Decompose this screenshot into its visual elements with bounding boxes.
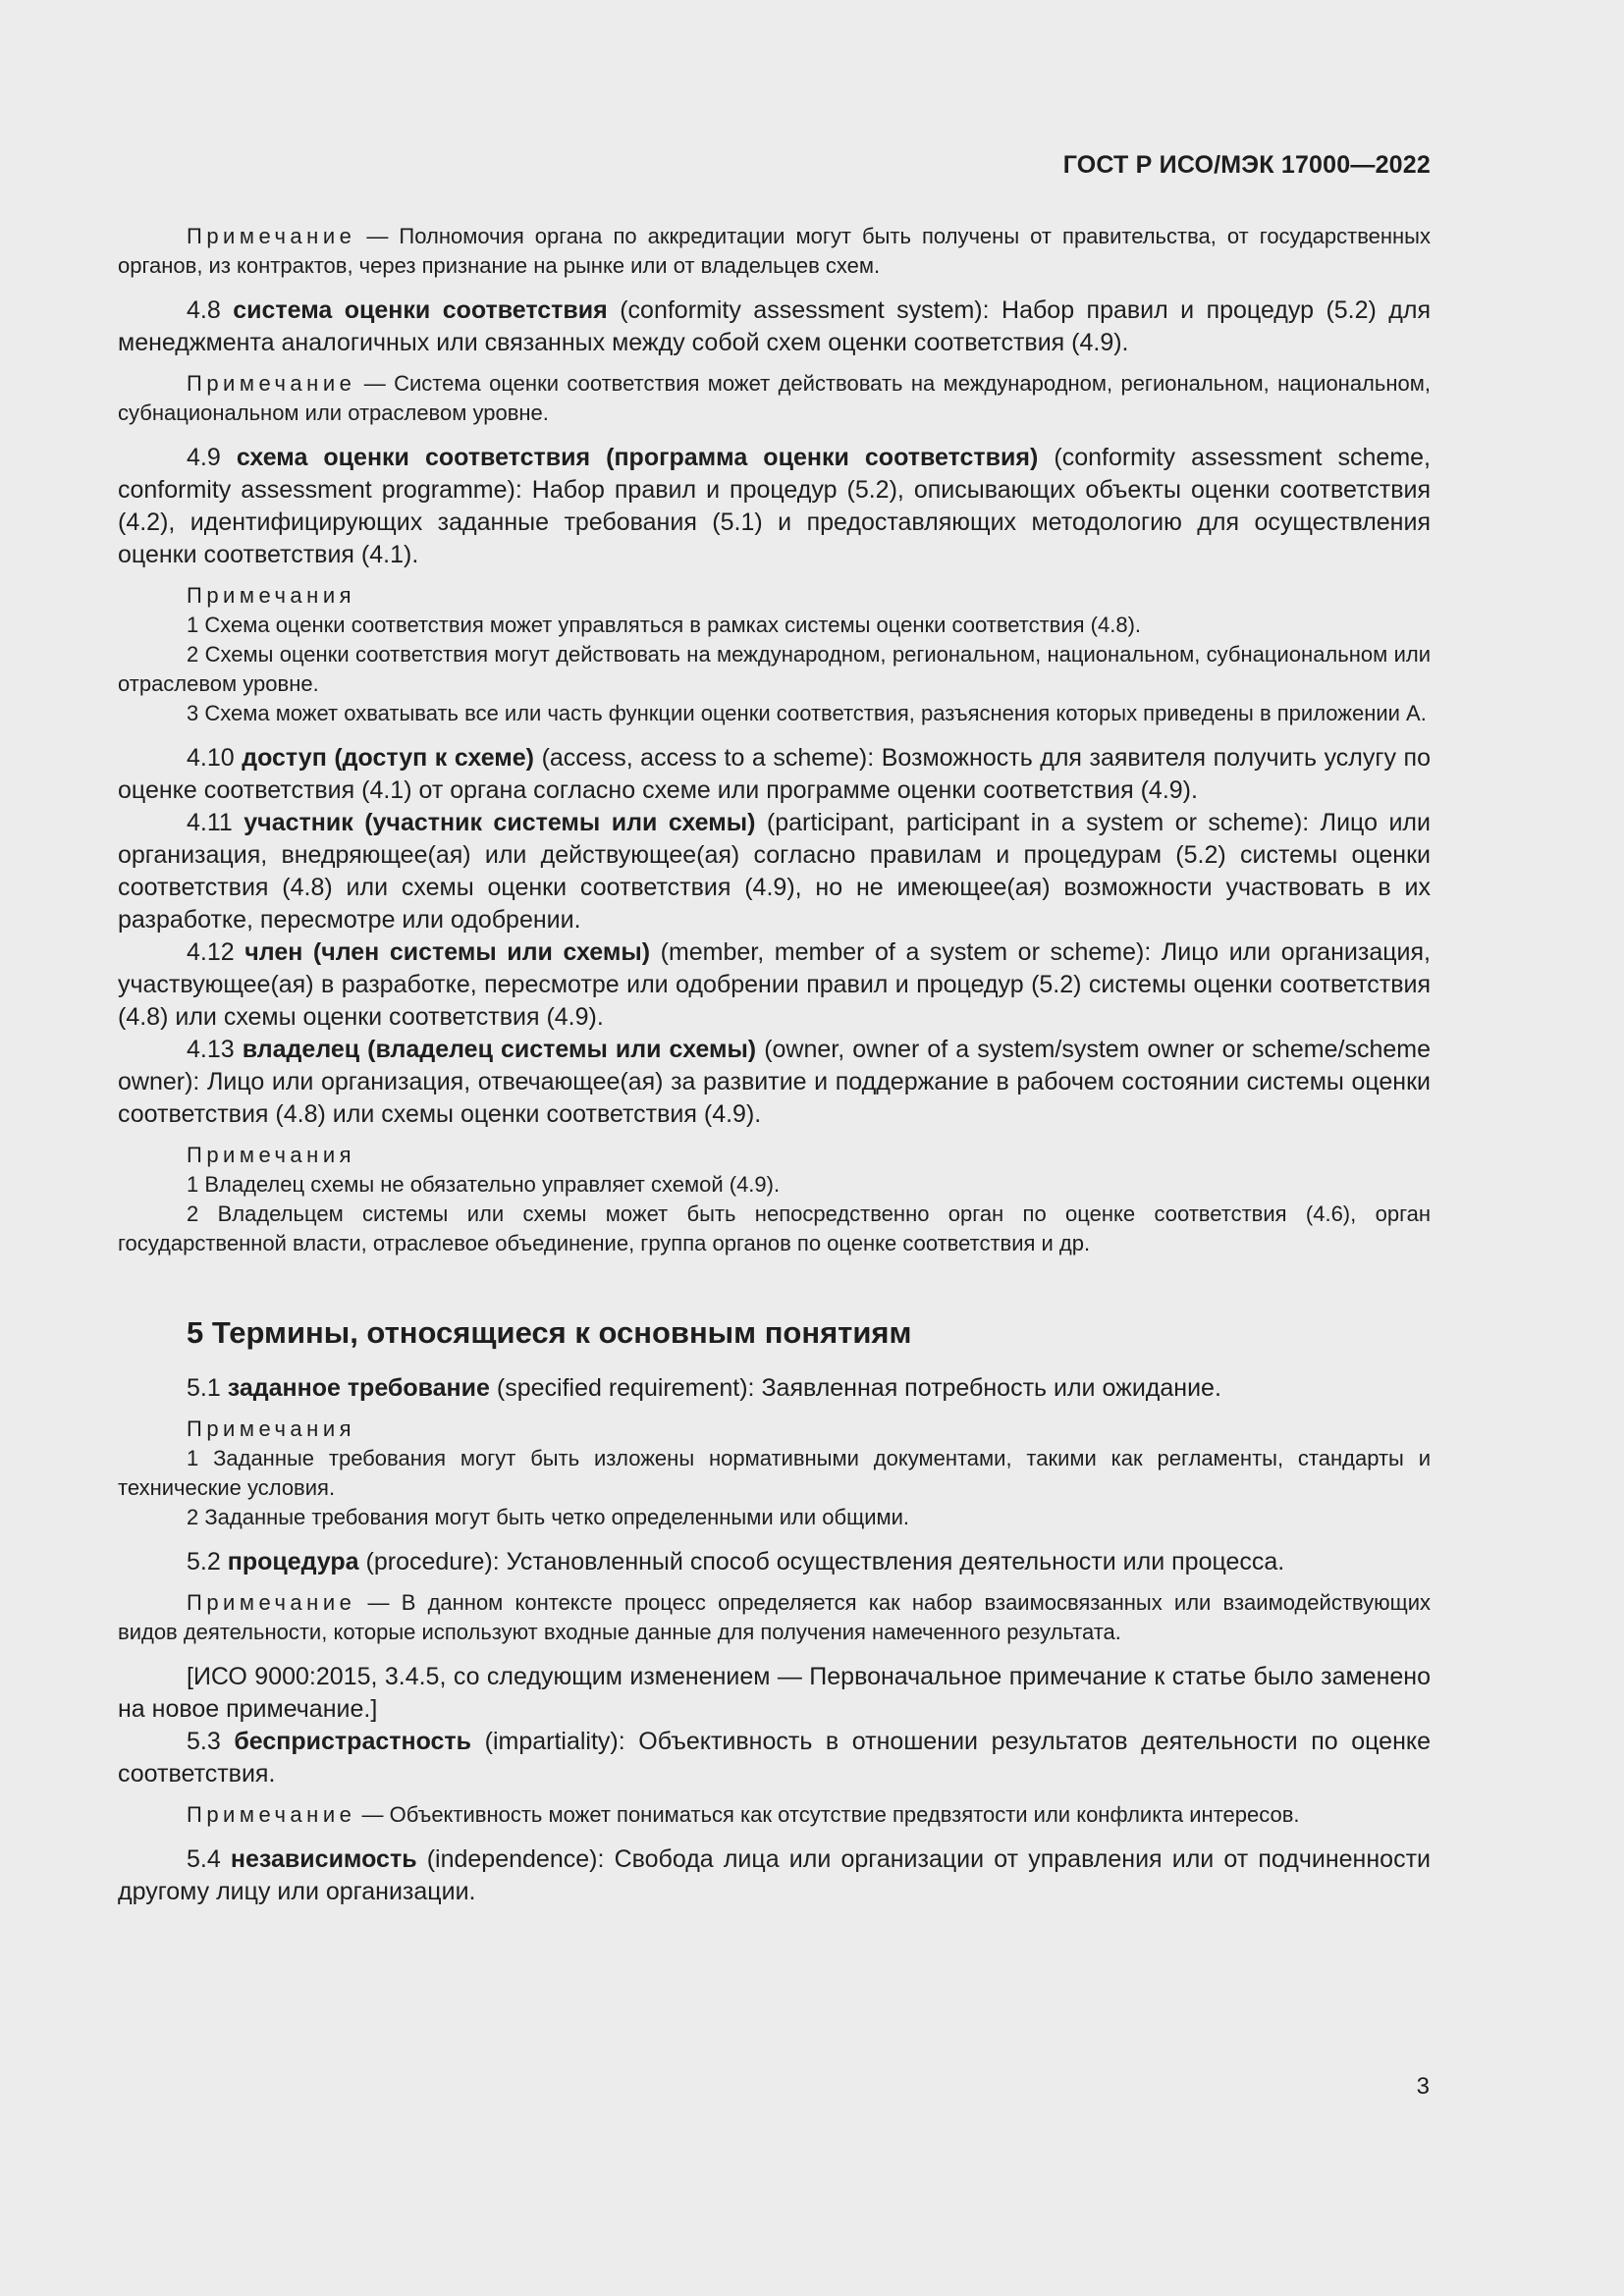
notes-4-13 xyxy=(118,1141,1431,1258)
term-4-9 xyxy=(118,442,1431,571)
document-header: ГОСТ Р ИСО/МЭК 17000—2022 xyxy=(1062,151,1431,179)
term-definition: (access, access to a scheme): Возможность для заявителя получить услугу по оценке соответствия (4.1) от органа согласно схеме или программе оценки соответствия (4.9). xyxy=(118,744,1431,804)
note-text: — Система оценки соответствия может действовать на международном, региональном, национальном, субнациональном или отраслевом уровне. xyxy=(118,371,1431,425)
term-4-13 xyxy=(118,1034,1431,1131)
note-item: 3 Схема может охватывать все или часть функции оценки соответствия, разъяснения которых приведены в приложении А. xyxy=(187,701,1427,725)
term-definition: (owner, owner of a system/system owner or scheme/scheme owner): Лицо или организация, отвечающее(ая) за развитие и поддержание в рабочем состоянии системы оценки соответствия (4.8) или схемы оценки соответствия (4.9). xyxy=(118,1036,1431,1128)
term-definition: (procedure): Установленный способ осуществления деятельности или процесса. xyxy=(365,1548,1285,1575)
term-4-10 xyxy=(118,742,1431,807)
term-definition: (independence): Свобода лица или организации от управления или от подчиненности другому лицу или организации. xyxy=(118,1845,1431,1905)
term-name: независимость xyxy=(230,1845,417,1873)
term-name: участник (участник системы или схемы) xyxy=(244,809,756,836)
term-definition: (impartiality): Объективность в отношении результатов деятельности по оценке соответствия. xyxy=(118,1728,1431,1788)
term-5-2 xyxy=(118,1546,1431,1578)
term-number: 4.12 xyxy=(187,938,235,966)
note-text: — Объективность может пониматься как отсутствие предвзятости или конфликта интересов. xyxy=(361,1802,1300,1827)
term-name: процедура xyxy=(227,1548,359,1575)
term-name: схема оценки соответствия (программа оценки соответствия) xyxy=(236,444,1039,471)
term-definition: (member, member of a system or scheme): Лицо или организация, участвующее(ая) в разработке, пересмотре или одобрении правил и процедур (5.2) системы оценки соответствия (4.8) или схемы оценки соответствия (4.9). xyxy=(118,938,1431,1031)
term-number: 4.10 xyxy=(187,744,235,772)
note-text: — В данном контексте процесс определяется как набор взаимосвязанных или взаимодействующих видов деятельности, которые используют входные данные для получения намеченного результата. xyxy=(118,1590,1431,1644)
note-5-2 xyxy=(118,1588,1431,1647)
notes-label: Примечания xyxy=(187,1143,356,1167)
note-item: 2 Схемы оценки соответствия могут действовать на международном, региональном, национальном, субнациональном или отраслевом уровне. xyxy=(118,642,1431,696)
note-4-7 xyxy=(118,222,1431,281)
term-name: владелец (владелец системы или схемы) xyxy=(242,1036,757,1063)
term-name: система оценки соответствия xyxy=(233,296,608,324)
term-number: 5.2 xyxy=(187,1548,221,1575)
notes-label: Примечания xyxy=(187,583,356,608)
note-label: Примечание xyxy=(187,371,356,396)
section-5-title: 5 Термины, относящиеся к основным понятиям xyxy=(187,1315,912,1350)
term-4-12 xyxy=(118,936,1431,1034)
term-name: член (член системы или схемы) xyxy=(244,938,651,966)
term-number: 4.8 xyxy=(187,296,221,324)
notes-5-1 xyxy=(118,1415,1431,1532)
reference-5-2: [ИСО 9000:2015, 3.4.5, со следующим изменением — Первоначальное примечание к статье было заменено на новое примечание.] xyxy=(118,1663,1431,1723)
term-number: 4.11 xyxy=(187,809,233,836)
term-definition: (conformity assessment scheme, conformity assessment programme): Набор правил и процедур (5.2), описывающих объекты оценки соответствия (4.2), идентифицирующих заданные требования (5.1) и предоставляющих методологию для осуществления оценки соответствия (4.1). xyxy=(118,444,1432,568)
term-name: беспристрастность xyxy=(234,1728,472,1755)
term-definition: (conformity assessment system): Набор правил и процедур (5.2) для менеджмента аналогичных или связанных между собой схем оценки соответствия (4.9). xyxy=(118,296,1432,356)
term-4-8 xyxy=(118,294,1431,359)
note-item: 2 Заданные требования могут быть четко определенными или общими. xyxy=(187,1505,910,1529)
note-item: 1 Схема оценки соответствия может управляться в рамках системы оценки соответствия (4.8). xyxy=(187,613,1142,637)
note-label: Примечание xyxy=(187,224,356,248)
note-label: Примечание xyxy=(187,1590,356,1615)
term-5-1 xyxy=(118,1372,1431,1405)
term-number: 5.1 xyxy=(187,1374,221,1402)
term-name: заданное требование xyxy=(227,1374,490,1402)
note-4-8 xyxy=(118,369,1431,428)
term-number: 5.3 xyxy=(187,1728,221,1755)
term-5-4 xyxy=(118,1843,1431,1908)
notes-4-9 xyxy=(118,581,1431,728)
note-text: — Полномочия органа по аккредитации могут быть получены от правительства, от государственных органов, из контрактов, через признание на рынке или от владельцев схем. xyxy=(118,224,1431,278)
note-item: 1 Заданные требования могут быть изложены нормативными документами, такими как регламенты, стандарты и технические условия. xyxy=(118,1446,1431,1500)
term-4-11 xyxy=(118,807,1431,936)
note-item: 2 Владельцем системы или схемы может быть непосредственно орган по оценке соответствия (4.6), орган государственной власти, отраслевое объединение, группа органов по оценке соответствия и др. xyxy=(118,1201,1431,1255)
page-number: 3 xyxy=(1416,2073,1430,2100)
notes-label: Примечания xyxy=(187,1416,356,1441)
note-label: Примечание xyxy=(187,1802,356,1827)
note-5-3 xyxy=(118,1800,1431,1830)
term-number: 4.13 xyxy=(187,1036,235,1063)
term-number: 4.9 xyxy=(187,444,221,471)
term-definition: (specified requirement): Заявленная потребность или ожидание. xyxy=(496,1374,1221,1402)
term-5-3 xyxy=(118,1726,1431,1790)
document-body xyxy=(118,222,1431,1918)
term-definition: (participant, participant in a system or scheme): Лицо или организация, внедряющее(ая) или действующее(ая) согласно правилам и процедурам (5.2) системы оценки соответствия (4.8) или схемы оценки соответствия (4.9), но не имеющее(ая) возможности участвовать в их разработке, пересмотре или одобрении. xyxy=(118,809,1431,934)
term-name: доступ (доступ к схеме) xyxy=(242,744,535,772)
term-number: 5.4 xyxy=(187,1845,221,1873)
note-item: 1 Владелец схемы не обязательно управляет схемой (4.9). xyxy=(187,1172,781,1197)
